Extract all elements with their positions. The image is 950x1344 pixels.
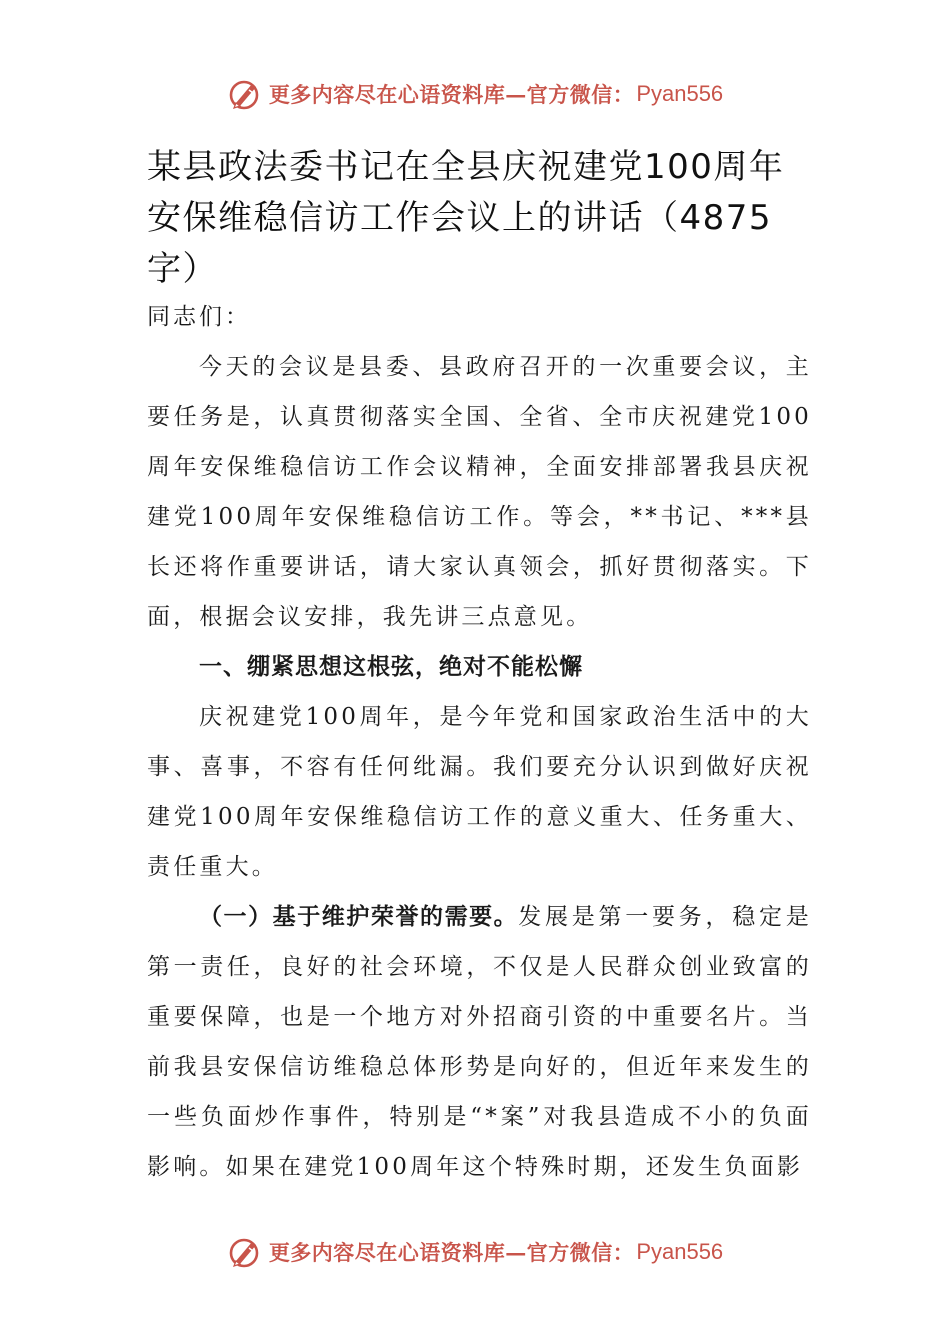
section-heading-1: 一、绷紧思想这根弦，绝对不能松懈 bbox=[199, 654, 583, 680]
pen-circle-logo-icon bbox=[227, 76, 263, 112]
pen-circle-logo-icon bbox=[227, 1234, 263, 1270]
paragraph-3-lead: （一）基于维护荣誉的需要。 bbox=[199, 904, 519, 930]
banner-text: 更多内容尽在心语资料库—官方微信： bbox=[268, 1240, 635, 1265]
document-body bbox=[147, 292, 812, 1192]
paragraph-1: 今天的会议是县委、县政府召开的一次重要会议，主要任务是，认真贯彻落实全国、全省、全市庆祝建党100周年安保维稳信访工作会议精神，全面安排部署我县庆祝建党100周年安保维稳信访工作。等会，**书记、***县长还将作重要讲话，请大家认真领会，抓好贯彻落实。下面，根据会议安排，我先讲三点意见。 bbox=[147, 354, 812, 630]
banner-wechat-id: Pyan556 bbox=[636, 81, 724, 106]
header-banner bbox=[0, 72, 950, 116]
banner-text: 更多内容尽在心语资料库—官方微信： bbox=[268, 82, 635, 107]
banner-wechat-id: Pyan556 bbox=[636, 1239, 724, 1264]
paragraph-2: 庆祝建党100周年，是今年党和国家政治生活中的大事、喜事，不容有任何纰漏。我们要充分认识到做好庆祝建党100周年安保维稳信访工作的意义重大、任务重大、责任重大。 bbox=[147, 704, 812, 880]
document-title: 某县政法委书记在全县庆祝建党100周年安保维稳信访工作会议上的讲话（4875字） bbox=[147, 147, 785, 289]
salutation: 同志们： bbox=[147, 304, 251, 330]
footer-banner bbox=[0, 1230, 950, 1274]
paragraph-3 bbox=[147, 892, 812, 1192]
paragraph-3-text: 发展是第一要务，稳定是第一责任，良好的社会环境，不仅是人民群众创业致富的重要保障，也是一个地方对外招商引资的中重要名片。当前我县安保信访维稳总体形势是向好的，但近年来发生的一些负面炒作事件，特别是“*案”对我县造成不小的负面影响。如果在建党100周年这个特殊时期，还发生负面影 bbox=[147, 904, 812, 1180]
